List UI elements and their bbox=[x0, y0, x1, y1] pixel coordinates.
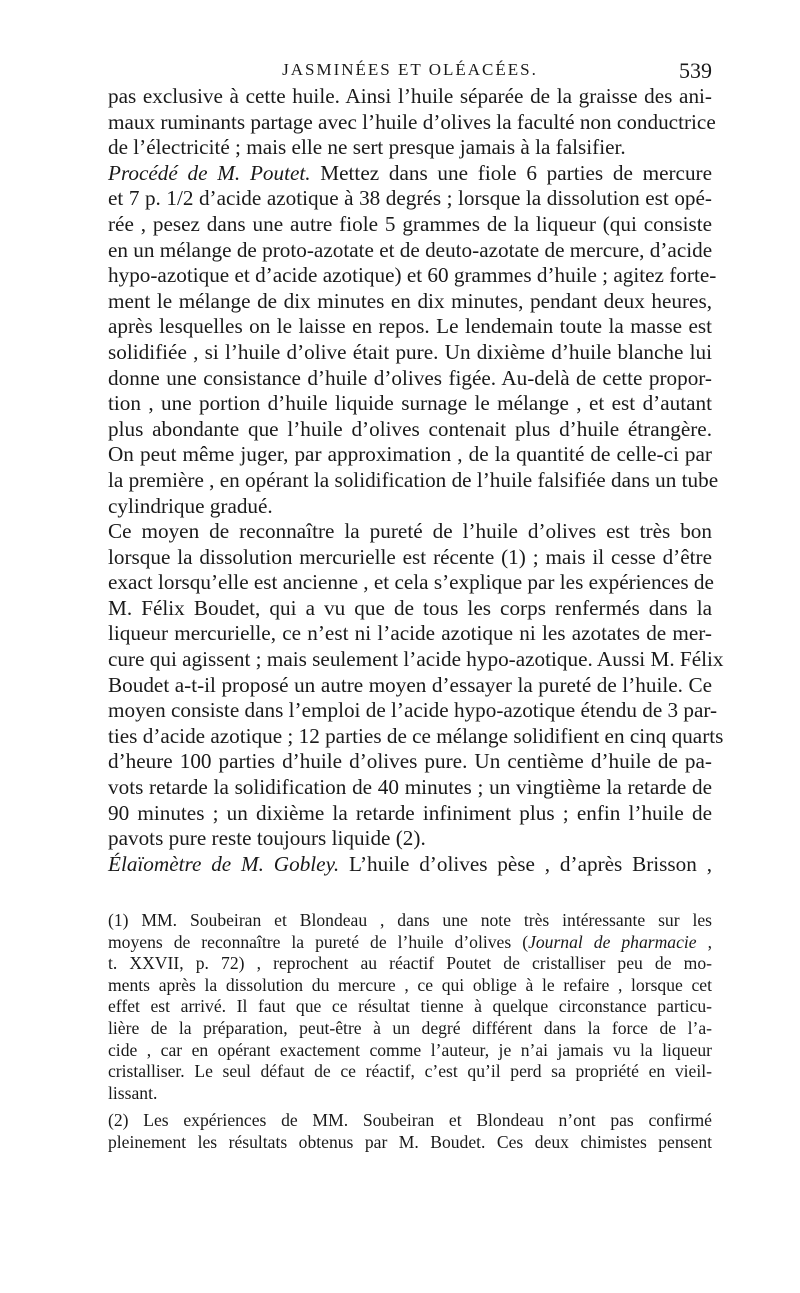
footnote-line bbox=[108, 932, 712, 954]
text-segment: plus abondante que l’huile d’olives contenait plus d’huile étrangère. bbox=[108, 416, 712, 441]
text-line bbox=[108, 340, 712, 366]
text-segment: pleinement les résultats obtenus par M. Boudet. Ces deux chimistes pensent bbox=[108, 1131, 712, 1152]
text-segment: maux ruminants partage avec l’huile d’olives la faculté non conductrice bbox=[108, 109, 716, 134]
italic-text: Journal de pharmacie bbox=[528, 931, 697, 952]
footnote-line bbox=[108, 910, 712, 932]
footnote-line bbox=[108, 1040, 712, 1062]
text-line bbox=[108, 467, 719, 494]
text-line bbox=[108, 417, 712, 443]
text-line bbox=[108, 519, 712, 545]
text-segment: en un mélange de proto-azotate et de deuto-azotate de mercure, d’acide bbox=[108, 237, 713, 262]
text-line bbox=[108, 109, 716, 136]
text-segment: moyen consiste dans l’emploi de l’acide hypo-azotique étendu de 3 par- bbox=[108, 698, 718, 723]
text-line bbox=[108, 314, 712, 340]
footnote-line bbox=[108, 1083, 712, 1105]
text-line bbox=[108, 826, 712, 852]
text-segment: Boudet a-t-il proposé un autre moyen d’essayer la pureté de l’huile. Ce bbox=[108, 672, 712, 697]
text-segment: pas exclusive à cette huile. Ainsi l’huile séparée de la graisse des ani- bbox=[108, 84, 712, 108]
text-segment: cide , car en opérant exactement comme l’auteur, je n’ai jamais vu la liqueur bbox=[108, 1039, 712, 1060]
text-segment: L’huile d’olives pèse , d’après Brisson , bbox=[339, 851, 712, 876]
text-segment: liqueur mercurielle, ce n’est ni l’acide azotique ni les azotates de mer- bbox=[108, 621, 712, 646]
footnote-line bbox=[108, 1061, 712, 1083]
text-line bbox=[108, 238, 712, 264]
text-line bbox=[108, 545, 712, 571]
text-line bbox=[108, 289, 712, 315]
italic-text: Procédé de M. Poutet. bbox=[108, 160, 311, 185]
text-segment: la première , en opérant la solidification de l’huile falsifiée dans un tube bbox=[108, 467, 719, 492]
text-line bbox=[108, 263, 717, 289]
text-segment: ments après la dissolution du mercure , ce qui oblige à le refaire , lorsque cet bbox=[108, 974, 712, 995]
text-line bbox=[108, 775, 712, 801]
text-segment: hypo-azotique et d’acide azotique) et 60 grammes d’huile ; agitez forte- bbox=[108, 263, 717, 288]
text-segment: Mettez dans une fiole 6 parties de mercure bbox=[310, 160, 712, 185]
text-line bbox=[108, 135, 712, 161]
text-segment: de l’électricité ; mais elle ne sert presque jamais à la falsifier. bbox=[108, 135, 626, 160]
text-line bbox=[108, 442, 712, 468]
footnote-line bbox=[108, 1132, 712, 1154]
text-segment: ment le mélange de dix minutes en dix minutes, pendant deux heures, bbox=[108, 288, 712, 313]
text-segment: exact lorsqu’elle est ancienne , et cela s’explique par les expériences de bbox=[108, 570, 714, 595]
text-segment: 90 minutes ; un dixième la retarde infiniment plus ; enfin l’huile de bbox=[108, 800, 712, 825]
text-segment: On peut même juger, par approximation , de la quantité de celle-ci par bbox=[108, 442, 712, 467]
text-segment: rée , pesez dans une autre fiole 5 grammes de la liqueur (qui consiste bbox=[108, 211, 712, 236]
text-line bbox=[108, 494, 712, 520]
text-segment: cylindrique gradué. bbox=[108, 493, 273, 518]
text-line bbox=[108, 673, 712, 699]
text-line bbox=[108, 698, 718, 724]
main-text bbox=[108, 84, 724, 877]
text-segment: vots retarde la solidification de 40 minutes ; un vingtième la retarde de bbox=[108, 775, 712, 800]
text-segment: après lesquelles on le laisse en repos. Le lendemain toute la masse est bbox=[108, 314, 712, 339]
text-line bbox=[108, 801, 712, 827]
footnote-line bbox=[108, 1018, 712, 1040]
text-segment: , bbox=[696, 931, 713, 952]
text-segment: ties d’acide azotique ; 12 parties de ce mélange solidifient en cinq quarts bbox=[108, 723, 724, 748]
text-segment: solidifiée , si l’huile d’olive était pure. Un dixième d’huile blanche lui bbox=[108, 339, 712, 364]
text-line bbox=[108, 161, 712, 187]
footnote-line bbox=[108, 1110, 712, 1132]
text-segment: M. Félix Boudet, qui a vu que de tous les corps renfermés dans la bbox=[108, 595, 712, 620]
running-title: JASMINÉES ET OLÉACÉES. bbox=[282, 60, 538, 79]
footnotes bbox=[108, 910, 712, 1154]
text-line bbox=[108, 647, 724, 673]
text-line bbox=[108, 186, 712, 212]
text-segment: moyens de reconnaître la pureté de l’huile d’olives ( bbox=[108, 931, 529, 952]
text-line bbox=[108, 723, 724, 750]
text-line bbox=[108, 852, 712, 878]
footnote-line bbox=[108, 953, 712, 975]
text-segment: d’heure 100 parties d’huile d’olives pure. Un centième d’huile de pa- bbox=[108, 749, 712, 774]
text-segment: donne une consistance d’huile d’olives figée. Au-delà de cette propor- bbox=[108, 365, 712, 390]
text-line bbox=[108, 212, 712, 238]
text-segment: (1) MM. Soubeiran et Blondeau , dans une note très intéressante sur les bbox=[108, 910, 712, 930]
text-segment: effet est arrivé. Il faut que ce résultat tienne à quelque circonstance particu- bbox=[108, 996, 712, 1017]
text-segment: Ce moyen de reconnaître la pureté de l’huile d’olives est très bon bbox=[108, 519, 712, 544]
text-segment: tion , une portion d’huile liquide surnage le mélange , et est d’autant bbox=[108, 391, 712, 416]
footnote-line bbox=[108, 975, 712, 997]
text-line bbox=[108, 84, 712, 110]
text-segment: pavots pure reste toujours liquide (2). bbox=[108, 826, 426, 851]
text-line bbox=[108, 749, 712, 775]
text-line bbox=[108, 621, 712, 647]
text-segment: cure qui agissent ; mais seulement l’acide hypo-azotique. Aussi M. Félix bbox=[108, 647, 724, 672]
text-segment: (2) Les expériences de MM. Soubeiran et Blondeau n’ont pas confirmé bbox=[108, 1110, 712, 1131]
footnote-line bbox=[108, 996, 712, 1018]
text-segment: et 7 p. 1/2 d’acide azotique à 38 degrés ; lorsque la dissolution est opé- bbox=[108, 186, 712, 211]
italic-text: Élaïomètre de M. Gobley. bbox=[108, 851, 340, 876]
text-line bbox=[108, 366, 712, 392]
text-line bbox=[108, 391, 712, 417]
page-number: 539 bbox=[679, 58, 712, 83]
text-segment: lière de la préparation, peut-être à un degré différent dans la force de l’a- bbox=[108, 1017, 712, 1038]
text-line bbox=[108, 570, 712, 596]
text-segment: lissant. bbox=[108, 1082, 158, 1103]
text-line bbox=[108, 596, 712, 622]
text-segment: t. XXVII, p. 72) , reprochent au réactif Poutet de cristalliser peu de mo- bbox=[108, 953, 712, 974]
text-segment: lorsque la dissolution mercurielle est récente (1) ; mais il cesse d’être bbox=[108, 544, 712, 569]
text-segment: cristalliser. Le seul défaut de ce réactif, c’est qu’il perd sa propriété en vieil- bbox=[108, 1061, 712, 1082]
